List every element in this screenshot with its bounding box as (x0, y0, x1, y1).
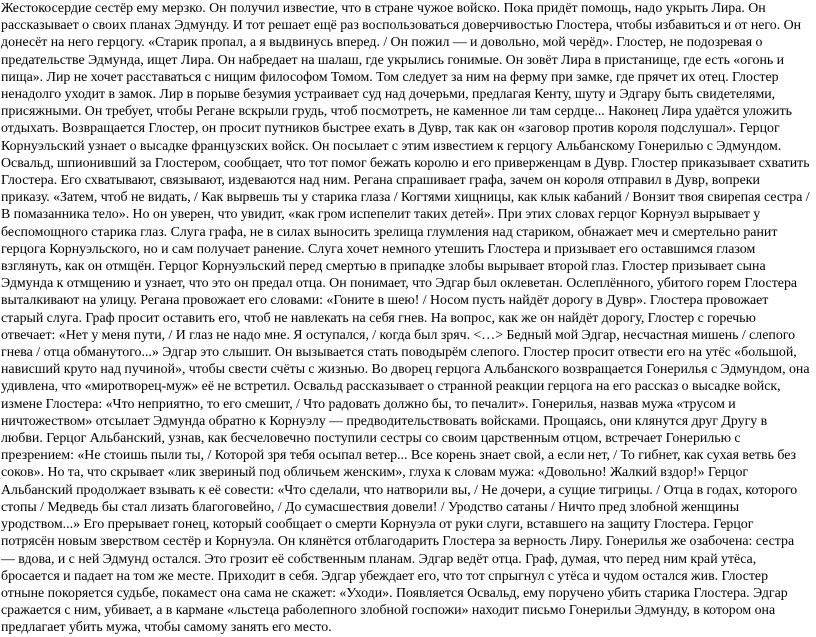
body-paragraph: Жестокосердие сестёр ему мерзко. Он получил известие, что в стране чужое войско. Пока придёт помощь, надо укрыть Лира. Он рассказывает о своих планах Эдмунду. И тот решает ещё раз воспользоваться доверчивостью Глостера, чтобы избавиться и от него. Он донесёт на него герцогу. «Старик пропал, а я выдвинусь вперед. / Он пожил — и довольно, мой черёд». Глостер, не подозревая о предательстве Эдмунда, ищет Лира. Он набредает на шалаш, где укрылись гонимые. Он зовёт Лира в пристанище, где есть «огонь и пища». Лир не хочет расставаться с нищим философом Томом. Том следует за ним на ферму при замке, где прячет их отец. Глостер ненадолго уходит в замок. Лир в порыве безумия устраивает суд над дочерьми, предлагая Кенту, шуту и Эдгару быть свидетелями, присяжными. Он требует, чтобы Регане вскрыли грудь, чтоб посмотреть, не каменное ли там сердце... Наконец Лира удаётся уложить отдыхать. Возвращается Глостер, он просит путников быстрее ехать в Дувр, так как он «заговор против короля подслушал». Герцог Корнуэльский узнает о высадке французских войск. Он посылает с этим известием к герцогу Альбанскому Гонерилью с Эдмундом. Освальд, шпионивший за Глостером, сообщает, что тот помог бежать королю и его приверженцам в Дувр. Глостер приказывает схватить Глостера. Его схватывают, связывают, издеваются над ним. Регана спрашивает графа, зачем он короля отправил в Дувр, вопреки приказу. «Затем, чтоб не видать, / Как вырвешь ты у старика глаза / Когтями хищницы, как клык кабаний / Вонзит твоя свирепая сестра / В помазанника тело». Но он уверен, что увидит, «как гром испепелит таких детей». При этих словах герцог Корнуэл вырывает у беспомощного старика глаз. Слуга графа, не в силах выносить зрелища глумления над стариком, обнажает меч и смертельно ранит герцога Корнуэльского, но и сам получает ранение. Слуга хочет немного утешить Глостера и призывает его оставшимся глазом взглянуть, как он отмщён. Герцог Корнуэльский перед смертью в припадке злобы вырывает второй глаз. Глостер призывает сына Эдмунда к отмщению и узнает, что это он предал отца. Он понимает, что Эдгар был оклеветан. Ослеплённого, убитого горем Глостера выталкивают на улицу. Регана провожает его словами: «Гоните в шею! / Носом пусть найдёт дорогу в Дувр». Глостера провожает старый слуга. Граф просит оставить его, чтоб не навлекать на себя гнев. На вопрос, как же он найдёт дорогу, Глостер с горечью отвечает: «Нет у меня пути, / И глаз не надо мне. Я оступался, / когда был зряч. <…> Бедный мой Эдгар, несчастная мишень / слепого гнева / отца обманутого...» Эдгар это слышит. Он вызывается стать поводырём слепого. Глостер просит отвести его на утёс «большой, нависший круто над пучиной», чтобы свести счёты с жизнью. Во дворец герцога Альбанского возвращается Гонерилья с Эдмундом, она удивлена, что «миротворец-муж» её не встретил. Освальд рассказывает о странной реакции герцога на его рассказ о высадке войск, измене Глостера: «Что неприятно, то его смешит, / Что радовать должно бы, то печалит». Гонерилья, назвав мужа «трусом и ничтожеством» отсылает Эдмунда обратно к Корнуэлу — предводительствовать войсками. Прощаясь, они клянутся друг Другу в любви. Герцог Альбанский, узнав, как бесчеловечно поступили сестры со своим царственным отцом, встречает Гонерилью с презрением: «Не стоишь пыли ты, / Которой зря тебя осыпал ветер... Все корень знает свой, а если нет, / То гибнет, как сухая ветвь без соков». Но та, что скрывает «лик звериный под обличьем женским», глуха к словам мужа: «Довольно! Жалкий вздор!» Герцог Альбанский продолжает взывать к её совести: «Что сделали, что натворили вы, / Не дочери, а сущие тигрицы. / Отца в годах, которого стопы / Медведь бы стал лизать благоговейно, / До сумасшествия довели! / Уродство сатаны / Ничто пред злобной женщины уродством...» Его прерывает гонец, который сообщает о смерти Корнуэла от руки слуги, вставшего на защиту Глостера. Герцог потрясён новым зверством сестёр и Корнуэла. Он клянётся отблагодарить Глостера за верность Лиру. Гонерилья же озабочена: сестра — вдова, и с ней Эдмунд остался. Это грозит её собственным планам. Эдгар ведёт отца. Граф, думая, что перед ним край утёса, бросается и падает на том же месте. Приходит в себя. Эдгар убеждает его, что тот спрыгнул с утёса и чудом остался жив. Глостер отныне покоряется судьбе, покамест она сама не скажет: «Уходи». Появляется Освальд, ему поручено убить старика Глостера. Эдгар сражается с ним, убивает, а в кармане «льстеца раболепного злобной госпожи» находит письмо Гонерильи Эдмунду, в котором она предлагает убить мужа, чтобы самому занять его место. (1, 1, 810, 636)
